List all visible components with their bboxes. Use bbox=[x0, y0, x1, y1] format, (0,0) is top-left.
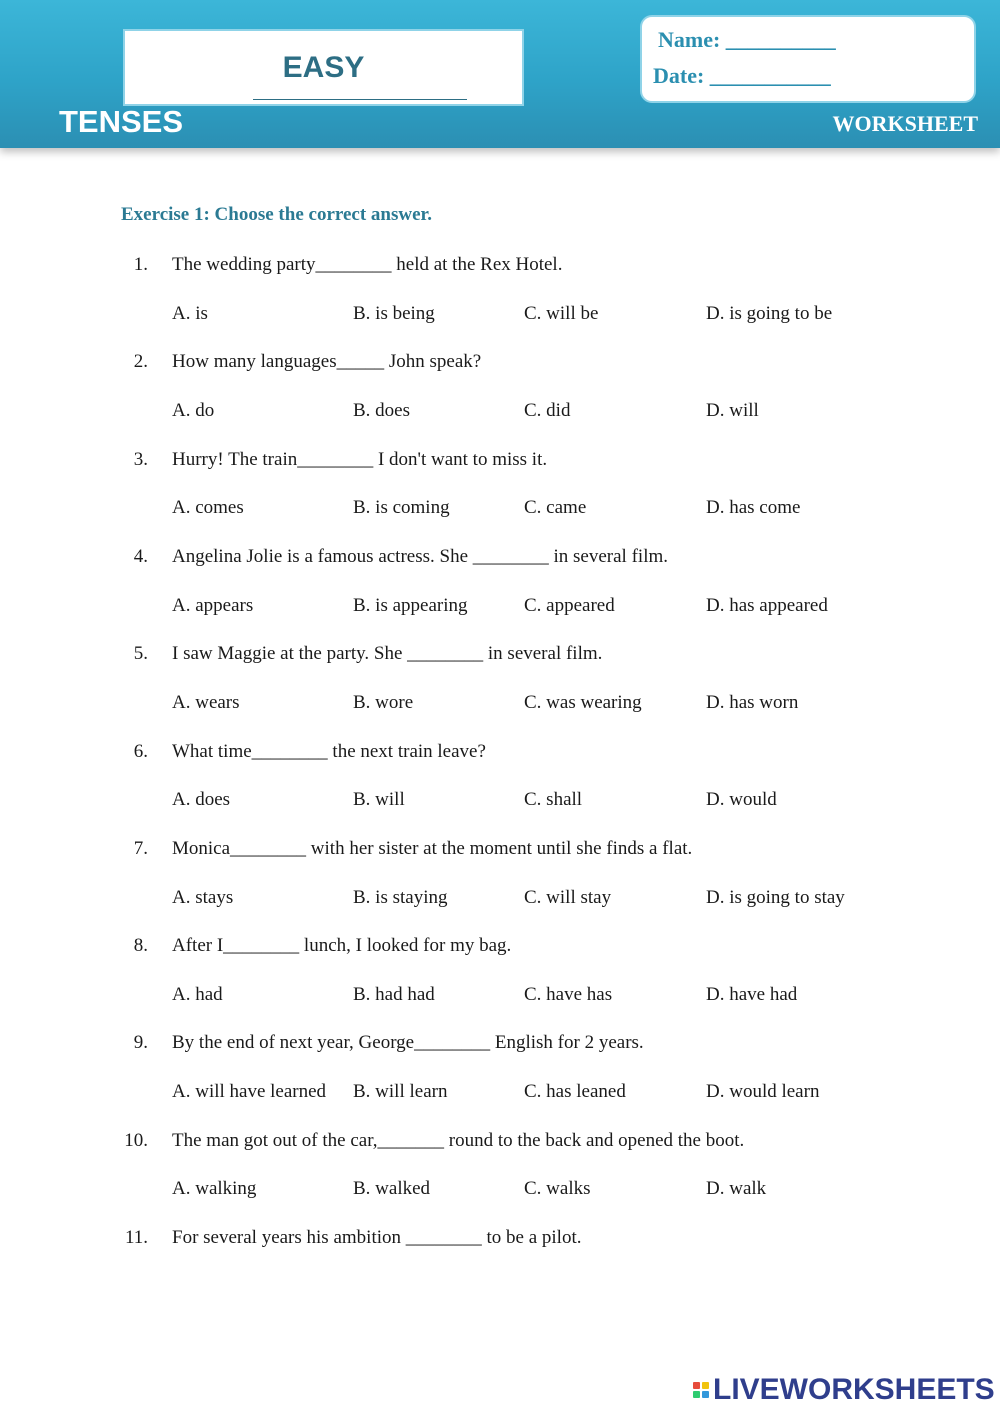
answer-option[interactable]: D. is going to be bbox=[706, 302, 833, 324]
answer-option[interactable]: A. appears bbox=[172, 594, 254, 616]
question-text: How many languages_____ John speak? bbox=[172, 351, 482, 373]
question-number: 6. bbox=[133, 740, 148, 762]
answer-option[interactable]: D. walk bbox=[706, 1178, 767, 1200]
level-box bbox=[123, 29, 524, 106]
answer-option[interactable]: D. has appeared bbox=[706, 594, 828, 616]
question-number: 3. bbox=[133, 448, 148, 470]
answer-option[interactable]: A. will have learned bbox=[172, 1081, 327, 1103]
answer-option[interactable]: C. walks bbox=[524, 1178, 591, 1200]
question-text: The wedding party________ held at the Rex Hotel. bbox=[172, 254, 563, 275]
question-number: 4. bbox=[133, 545, 148, 567]
question-number: 9. bbox=[133, 1032, 148, 1054]
question-text: For several years his ambition ________ to be a pilot. bbox=[172, 1227, 582, 1248]
question-text: Angelina Jolie is a famous actress. She ________ in several film. bbox=[172, 545, 669, 567]
answer-option[interactable]: C. did bbox=[524, 400, 571, 421]
question-text: The man got out of the car,_______ round to the back and opened the boot. bbox=[172, 1129, 745, 1151]
worksheet-title: TENSES bbox=[59, 104, 184, 139]
answer-option[interactable]: C. will stay bbox=[524, 886, 612, 908]
name-field[interactable]: Name: __________ bbox=[658, 27, 836, 52]
answer-option[interactable]: C. has leaned bbox=[524, 1081, 626, 1103]
answer-option[interactable]: D. will bbox=[706, 400, 759, 421]
worksheet-header bbox=[0, 0, 1000, 148]
answer-option[interactable]: A. stays bbox=[172, 886, 234, 908]
answer-option[interactable]: A. had bbox=[172, 983, 223, 1005]
question-number: 7. bbox=[133, 837, 148, 859]
question-text: I saw Maggie at the party. She ________ in several film. bbox=[172, 643, 603, 665]
answer-option[interactable]: D. is going to stay bbox=[706, 886, 845, 908]
question-text: After I________ lunch, I looked for my bag. bbox=[172, 935, 512, 957]
name-date-box bbox=[640, 15, 976, 103]
answer-option[interactable]: B. is being bbox=[353, 302, 435, 324]
answer-option[interactable]: C. appeared bbox=[524, 594, 615, 616]
answer-option[interactable]: B. will learn bbox=[353, 1081, 448, 1103]
answer-option[interactable]: C. will be bbox=[524, 302, 599, 324]
answer-option[interactable]: A. do bbox=[172, 400, 215, 421]
answer-option[interactable]: D. has come bbox=[706, 497, 801, 519]
exercise-instruction: Exercise 1: Choose the correct answer. bbox=[121, 204, 432, 225]
question-number: 2. bbox=[133, 351, 148, 373]
question-text: What time________ the next train leave? bbox=[172, 740, 486, 762]
answer-option[interactable]: A. comes bbox=[172, 497, 244, 519]
answer-option[interactable]: D. would learn bbox=[706, 1081, 820, 1103]
answer-option[interactable]: B. is coming bbox=[353, 497, 450, 519]
answer-option[interactable]: B. walked bbox=[353, 1178, 431, 1200]
question-text: By the end of next year, George________ English for 2 years. bbox=[172, 1032, 644, 1054]
logo-icon bbox=[693, 1382, 709, 1398]
answer-option[interactable]: A. wears bbox=[172, 691, 240, 713]
level-underline bbox=[253, 99, 467, 100]
answer-option[interactable]: C. came bbox=[524, 497, 587, 519]
question-number: 8. bbox=[133, 935, 148, 957]
answer-option[interactable]: B. is staying bbox=[353, 886, 448, 908]
answer-option[interactable]: B. had had bbox=[353, 983, 435, 1005]
answer-option[interactable]: B. is appearing bbox=[353, 594, 468, 616]
answer-option[interactable]: A. walking bbox=[172, 1178, 257, 1200]
answer-option[interactable]: D. has worn bbox=[706, 691, 799, 713]
level-label: EASY bbox=[282, 51, 365, 84]
answer-option[interactable]: D. have had bbox=[706, 983, 798, 1005]
answer-option[interactable]: B. wore bbox=[353, 691, 414, 713]
question-number: 10. bbox=[124, 1129, 148, 1151]
question-number: 11. bbox=[124, 1227, 148, 1248]
answer-option[interactable]: B. will bbox=[353, 789, 405, 811]
answer-option[interactable]: C. shall bbox=[524, 789, 583, 811]
answer-option[interactable]: C. have has bbox=[524, 983, 613, 1005]
answer-option[interactable]: C. was wearing bbox=[524, 691, 642, 713]
answer-option[interactable]: B. does bbox=[353, 400, 410, 421]
logo-text: LIVEWORKSHEETS bbox=[713, 1373, 995, 1406]
answer-option[interactable]: A. does bbox=[172, 789, 231, 811]
liveworksheets-logo bbox=[693, 1374, 995, 1406]
date-field[interactable]: Date: ___________ bbox=[653, 63, 831, 88]
question-text: Monica________ with her sister at the moment until she finds a flat. bbox=[172, 837, 693, 859]
question-number: 1. bbox=[133, 254, 148, 275]
answer-option[interactable]: D. would bbox=[706, 789, 777, 811]
worksheet-subtitle: WORKSHEET bbox=[832, 111, 978, 136]
question-text: Hurry! The train________ I don't want to miss it. bbox=[172, 448, 548, 470]
question-number: 5. bbox=[133, 643, 148, 665]
answer-option[interactable]: A. is bbox=[172, 302, 208, 324]
